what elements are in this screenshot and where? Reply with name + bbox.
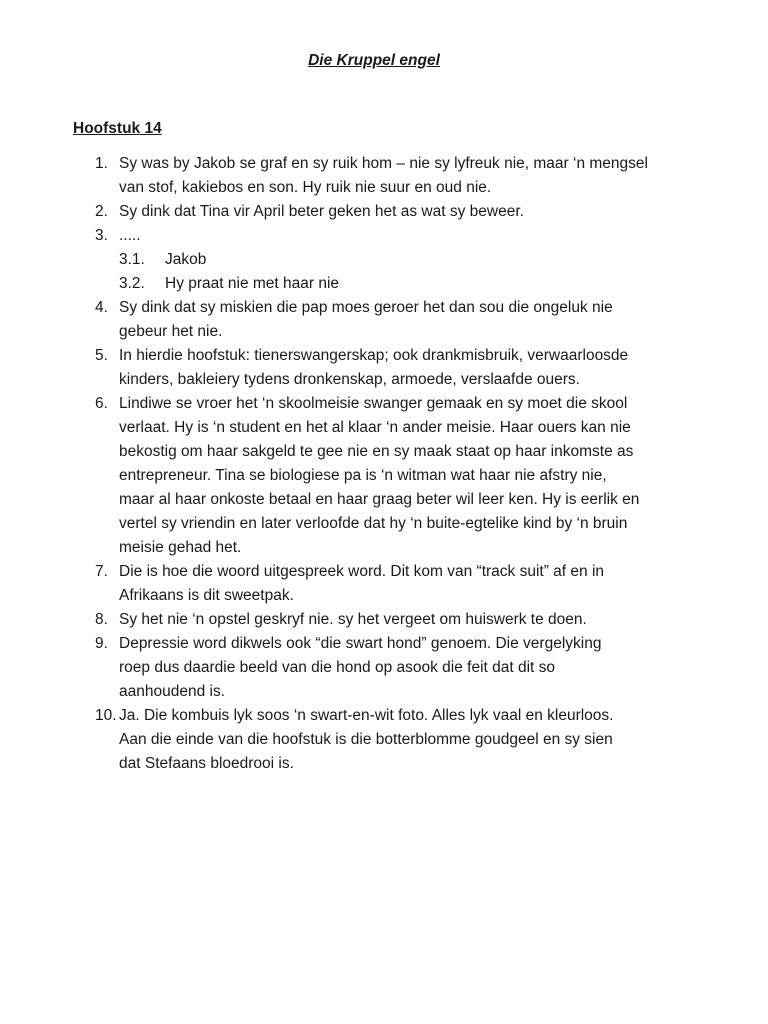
sub-item-text: Jakob bbox=[165, 251, 207, 268]
list-item bbox=[73, 608, 693, 632]
item-number: 10. bbox=[95, 707, 117, 724]
sub-item-number: 3.1. bbox=[119, 251, 145, 268]
item-number: 6. bbox=[95, 395, 108, 412]
item-line: aanhoudend is. bbox=[119, 683, 226, 700]
item-line: Sy het nie ‘n opstel geskryf nie. sy het vergeet om huiswerk te doen. bbox=[119, 611, 587, 628]
item-line: Sy dink dat Tina vir April beter geken het as wat sy beweer. bbox=[119, 203, 524, 220]
item-line: Lindiwe se vroer het ‘n skoolmeisie swanger gemaak en sy moet die skool bbox=[119, 395, 628, 412]
sub-item-text: Hy praat nie met haar nie bbox=[165, 275, 340, 292]
item-line: gebeur het nie. bbox=[119, 323, 223, 340]
item-line: verlaat. Hy is ‘n student en het al klaar ‘n ander meisie. Haar ouers kan nie bbox=[119, 419, 631, 436]
list-item bbox=[73, 200, 693, 224]
item-line: roep dus daardie beeld van die hond op asook die feit dat dit so bbox=[119, 659, 556, 676]
sub-item bbox=[119, 248, 693, 272]
list-item bbox=[73, 344, 693, 392]
chapter-heading: Hoofstuk 14 bbox=[73, 120, 162, 137]
list-item bbox=[73, 152, 693, 200]
list-item bbox=[73, 392, 693, 560]
item-line: Afrikaans is dit sweetpak. bbox=[119, 587, 294, 604]
list-item bbox=[73, 632, 693, 704]
answer-list bbox=[73, 152, 693, 776]
item-line: dat Stefaans bloedrooi is. bbox=[119, 755, 294, 772]
item-number: 9. bbox=[95, 635, 108, 652]
item-line: entrepreneur. Tina se biologiese pa is ‘n witman wat haar nie afstry nie, bbox=[119, 467, 607, 484]
sub-item-number: 3.2. bbox=[119, 275, 145, 292]
list-item bbox=[73, 704, 693, 776]
item-line: In hierdie hoofstuk: tienerswangerskap; ook drankmisbruik, verwaarloosde bbox=[119, 347, 629, 364]
item-number: 8. bbox=[95, 611, 108, 628]
item-line: Depressie word dikwels ook “die swart hond” genoem. Die vergelyking bbox=[119, 635, 602, 652]
document-title: Die Kruppel engel bbox=[308, 52, 440, 69]
item-number: 4. bbox=[95, 299, 108, 316]
item-line: maar al haar onkoste betaal en haar graag beter wil leer ken. Hy is eerlik en bbox=[119, 491, 640, 508]
item-line: kinders, bakleiery tydens dronkenskap, armoede, verslaafde ouers. bbox=[119, 371, 580, 388]
item-line: van stof, kakiebos en son. Hy ruik nie suur en oud nie. bbox=[119, 179, 492, 196]
item-number: 2. bbox=[95, 203, 108, 220]
list-item bbox=[73, 224, 693, 296]
item-line: ..... bbox=[119, 227, 141, 244]
item-number: 7. bbox=[95, 563, 108, 580]
item-number: 1. bbox=[95, 155, 108, 172]
item-line: Aan die einde van die hoofstuk is die botterblomme goudgeel en sy sien bbox=[119, 731, 613, 748]
item-number: 5. bbox=[95, 347, 108, 364]
item-line: Ja. Die kombuis lyk soos ‘n swart-en-wit foto. Alles lyk vaal en kleurloos. bbox=[119, 707, 614, 724]
item-line: Die is hoe die woord uitgespreek word. Dit kom van “track suit” af en in bbox=[119, 563, 605, 580]
list-item bbox=[73, 560, 693, 608]
item-line: Sy dink dat sy miskien die pap moes geroer het dan sou die ongeluk nie bbox=[119, 299, 613, 316]
item-line: vertel sy vriendin en later verloofde dat hy ‘n buite-egtelike kind by ‘n bruin bbox=[119, 515, 628, 532]
item-line: bekostig om haar sakgeld te gee nie en sy maak staat op haar inkomste as bbox=[119, 443, 634, 460]
list-item bbox=[73, 296, 693, 344]
item-line: Sy was by Jakob se graf en sy ruik hom – nie sy lyfreuk nie, maar ‘n mengsel bbox=[119, 155, 648, 172]
item-number: 3. bbox=[95, 227, 108, 244]
item-line: meisie gehad het. bbox=[119, 539, 242, 556]
sub-item bbox=[119, 272, 693, 296]
